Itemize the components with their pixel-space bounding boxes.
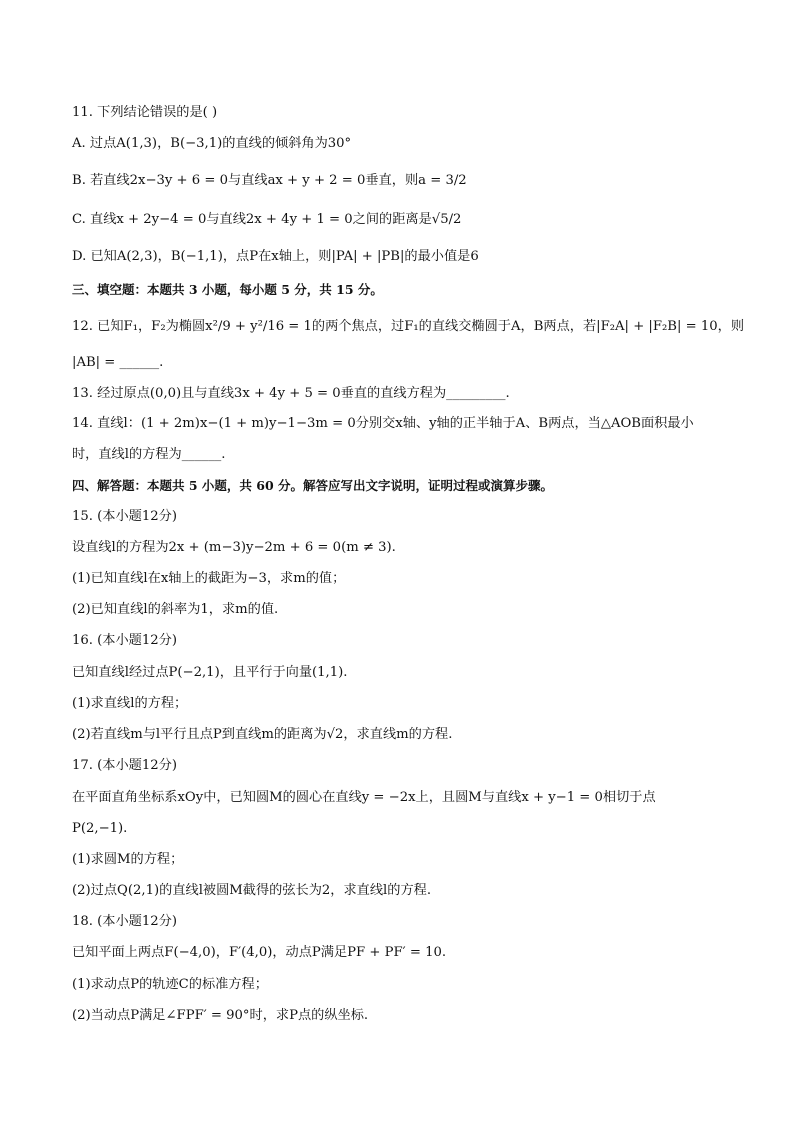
question-18-part-1: (1)求动点P的轨迹C的标准方程；: [72, 977, 268, 992]
question-14-line-1: 14. 直线l：(1 + 2m)x−(1 + m)y−1−3m = 0分别交x轴、y轴的正半轴于A、B两点，当△AOB面积最小: [72, 416, 694, 431]
question-18-part-2: (2)当动点P满足∠FPF′ = 90°时，求P点的纵坐标.: [72, 1008, 369, 1023]
question-17-part-2: (2)过点Q(2,1)的直线l被圆M截得的弦长为2，求直线l的方程.: [72, 883, 432, 898]
question-17-stem-line-1: 在平面直角坐标系xOy中，已知圆M的圆心在直线y = −2x上，且圆M与直线x + y−1 = 0相切于点: [72, 790, 656, 805]
question-11-option-d: D. 已知A(2,3)，B(−1,1)，点P在x轴上，则|PA| + |PB|的最小值是6: [72, 249, 479, 264]
question-17-part-1: (1)求圆M的方程；: [72, 852, 184, 867]
question-12-line-2: |AB| = ______.: [72, 355, 164, 370]
question-17-stem-line-2: P(2,−1).: [72, 821, 128, 836]
question-13: 13. 经过原点(0,0)且与直线3x + 4y + 5 = 0垂直的直线方程为_________.: [72, 386, 510, 401]
question-16-header: 16. (本小题12分): [72, 633, 177, 648]
question-15-part-1: (1)已知直线l在x轴上的截距为−3，求m的值；: [72, 571, 346, 586]
question-11-option-a: A. 过点A(1,3)，B(−3,1)的直线的倾斜角为30°: [72, 136, 352, 151]
question-16-part-2: (2)若直线m与l平行且点P到直线m的距离为√2，求直线m的方程.: [72, 727, 453, 742]
question-18-header: 18. (本小题12分): [72, 914, 177, 929]
question-12-line-1: 12. 已知F₁，F₂为椭圆x²/9 + y²/16 = 1的两个焦点，过F₁的直线交椭圆于A，B两点，若|F₂A| + |F₂B| = 10，则: [72, 319, 745, 334]
question-11-option-b: B. 若直线2x−3y + 6 = 0与直线ax + y + 2 = 0垂直，则a = 3/2: [72, 173, 467, 188]
question-15-stem: 设直线l的方程为2x + (m−3)y−2m + 6 = 0(m ≠ 3).: [72, 540, 396, 555]
question-11-option-c: C. 直线x + 2y−4 = 0与直线2x + 4y + 1 = 0之间的距离是√5/2: [72, 212, 462, 227]
question-15-header: 15. (本小题12分): [72, 509, 177, 524]
question-14-line-2: 时，直线l的方程为______.: [72, 447, 226, 462]
section-heading-solutions: 四、解答题：本题共 5 小题，共 60 分。解答应写出文字说明，证明过程或演算步骤。: [72, 478, 554, 493]
question-11-stem: 11. 下列结论错误的是( ): [72, 105, 218, 120]
question-16-stem: 已知直线l经过点P(−2,1)，且平行于向量(1,1).: [72, 665, 348, 680]
question-17-header: 17. (本小题12分): [72, 758, 177, 773]
section-heading-fill-in: 三、填空题：本题共 3 小题，每小题 5 分，共 15 分。: [72, 282, 383, 297]
question-16-part-1: (1)求直线l的方程；: [72, 696, 188, 711]
question-15-part-2: (2)已知直线l的斜率为1，求m的值.: [72, 602, 279, 617]
question-18-stem: 已知平面上两点F(−4,0)，F′(4,0)，动点P满足PF + PF′ = 10.: [72, 945, 447, 960]
